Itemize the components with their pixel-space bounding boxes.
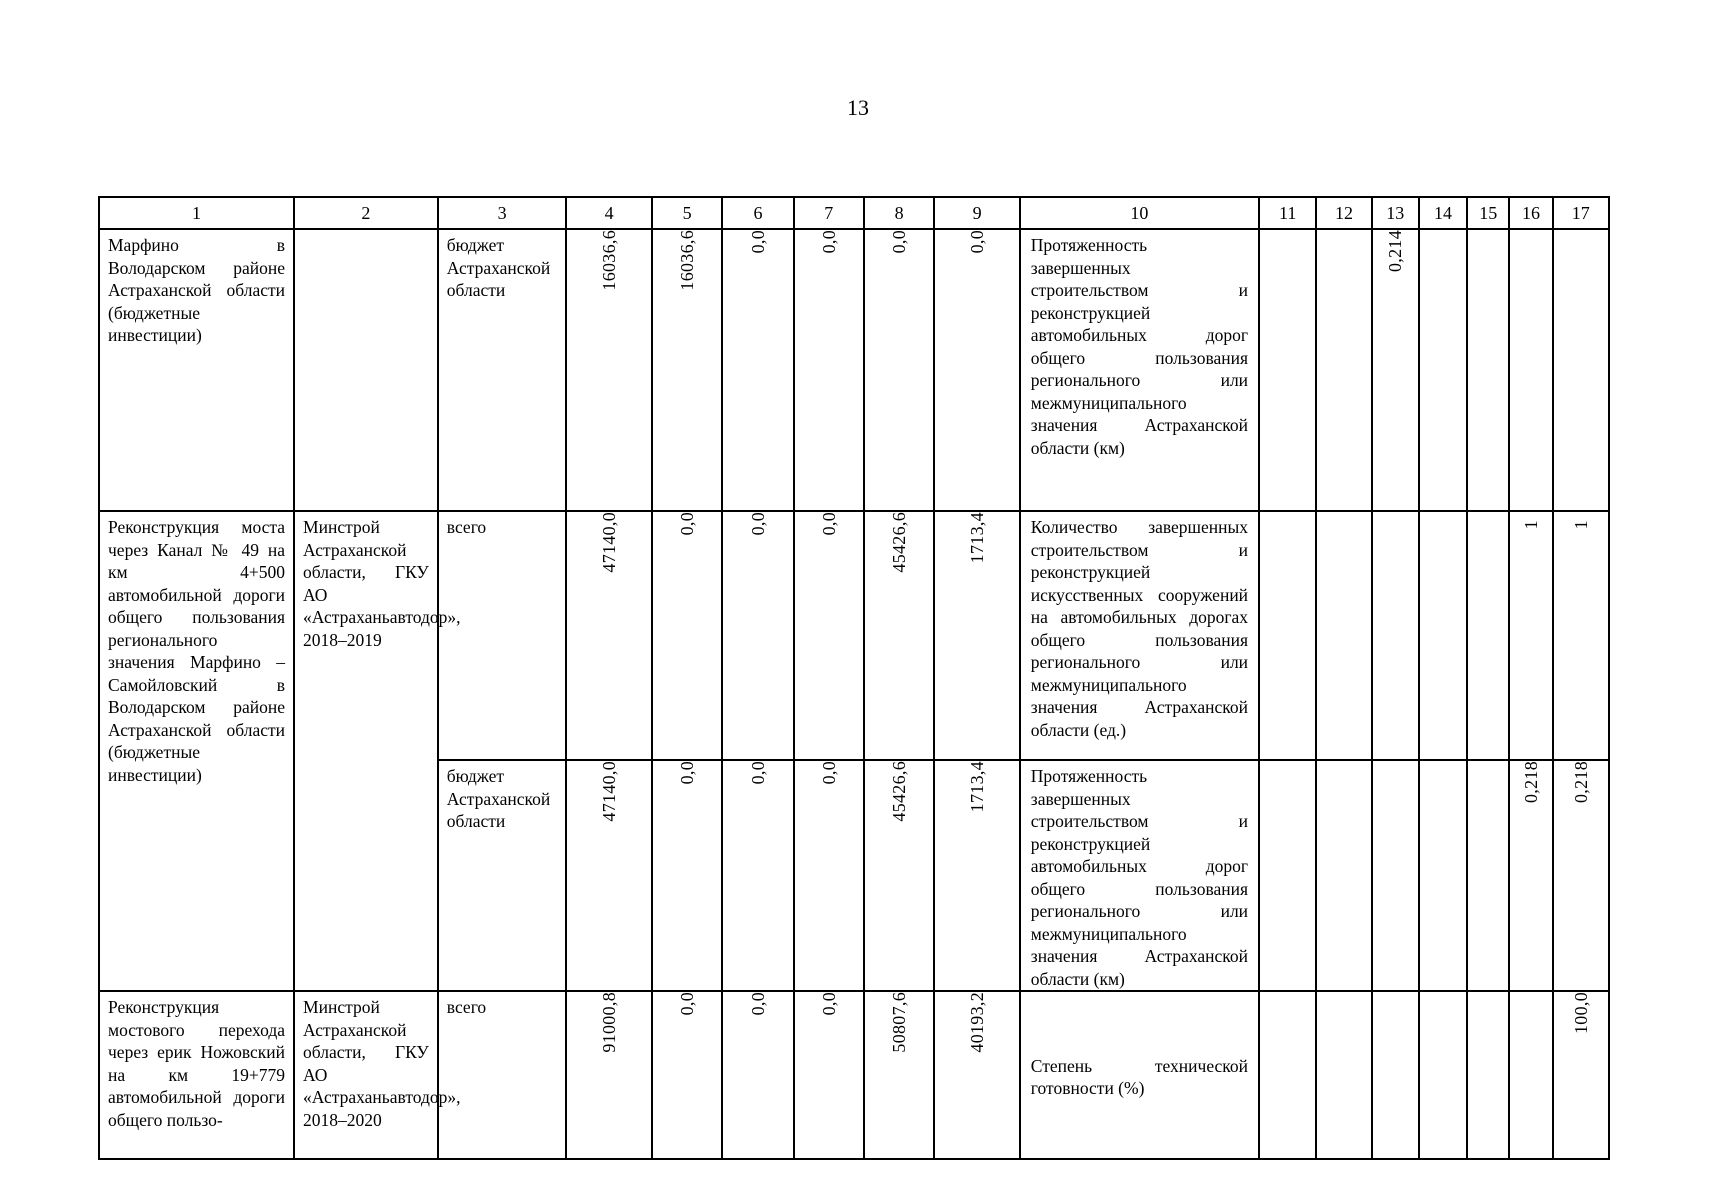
value: 0,0: [818, 230, 839, 254]
col-number: 7: [794, 197, 864, 229]
empty-cell: [1316, 760, 1371, 991]
value-cell: [794, 760, 864, 991]
empty-cell: [1419, 760, 1467, 991]
value: 47140,0: [598, 512, 619, 573]
value-cell: [864, 760, 934, 991]
value: 91000,8: [598, 992, 619, 1053]
value-cell: [722, 991, 793, 1159]
value-cell: [864, 991, 934, 1159]
executor-cell: [294, 229, 438, 511]
empty-cell: [1372, 511, 1419, 760]
value-cell: [934, 511, 1019, 760]
col-number: 4: [566, 197, 651, 229]
value-cell: [722, 511, 793, 760]
funding-source-cell: [438, 229, 567, 511]
value-cell: [566, 511, 651, 760]
empty-cell: [1316, 511, 1371, 760]
value-cell: [1553, 991, 1609, 1159]
value: 0,0: [888, 230, 909, 254]
value: 0,0: [676, 992, 697, 1016]
empty-cell: [1419, 229, 1467, 511]
value-cell: [1509, 511, 1552, 760]
object-name-cell: [99, 991, 294, 1159]
value: 0,0: [747, 992, 768, 1016]
value: 16036,6: [598, 230, 619, 291]
indicator-cell: [1020, 511, 1259, 760]
column-numbers-row: [99, 197, 1609, 229]
indicator-text: Протяженность завершенных строительством и реконструкцией автомобильных дорог общего пользования регионального или межмуниципального значения Астраханской области (км): [1030, 766, 1249, 989]
col-number: 3: [438, 197, 567, 229]
value-cell: [934, 760, 1019, 991]
value: 0,0: [676, 512, 697, 536]
value: 0,0: [747, 761, 768, 785]
value-cell: [794, 991, 864, 1159]
value-cell: [1509, 760, 1552, 991]
object-name-cell: [99, 229, 294, 511]
col-number: 9: [934, 197, 1019, 229]
value: 0,0: [747, 512, 768, 536]
col-number: 8: [864, 197, 934, 229]
value-cell: [864, 229, 934, 511]
funding-source: всего: [446, 517, 487, 537]
value-cell: [934, 229, 1019, 511]
funding-source: бюджет Астраханской области: [446, 766, 551, 831]
value: 0,214: [1385, 230, 1405, 272]
table-row: [99, 991, 1609, 1159]
value-cell: [566, 991, 651, 1159]
col-number: 17: [1553, 197, 1609, 229]
col-number: 2: [294, 197, 438, 229]
value: 45426,6: [888, 761, 909, 822]
object-name: Марфино в Володарском районе Астраханской области (бюджетные инвестиции): [108, 235, 286, 345]
col-number: 15: [1467, 197, 1509, 229]
empty-cell: [1467, 511, 1509, 760]
empty-cell: [1467, 991, 1509, 1159]
value-cell: [794, 229, 864, 511]
col-number: 1: [99, 197, 294, 229]
value: 0,0: [966, 230, 987, 254]
empty-cell: [1467, 760, 1509, 991]
value: 0,218: [1520, 761, 1541, 803]
program-table: [98, 196, 1610, 1160]
value: 1: [1520, 519, 1541, 529]
executor-cell: [294, 511, 461, 991]
empty-cell: [1316, 229, 1371, 511]
value-cell: [566, 229, 651, 511]
executor-text: Минстрой Астраханской области, ГКУ АО «Астраханьавтодор», 2018–2020: [303, 997, 461, 1130]
value: 1713,4: [966, 512, 987, 564]
value: 1713,4: [966, 761, 987, 813]
value-cell: [722, 229, 793, 511]
value-cell: [652, 229, 722, 511]
value-cell: [864, 511, 934, 760]
indicator-cell: [1020, 760, 1259, 991]
object-name: Реконструкция мостового перехода через ерик Ножовский на км 19+779 автомобильной дороги общего пользо-: [108, 997, 286, 1130]
value: 0,0: [818, 992, 839, 1016]
col-number: 5: [652, 197, 722, 229]
table-row: [99, 511, 1609, 760]
value: 0,0: [818, 761, 839, 785]
value-cell: [1553, 511, 1609, 760]
empty-cell: [1259, 760, 1316, 991]
indicator-text: Количество завершенных строительством и реконструкцией искусственных сооружений на автомобильных дорогах общего пользования регионального или межмуниципального значения Астраханской области (ед.): [1030, 517, 1249, 740]
value: 1: [1570, 519, 1591, 529]
value-cell: [652, 991, 722, 1159]
funding-source-cell: [438, 991, 567, 1159]
empty-cell: [1259, 229, 1316, 511]
empty-cell: [1467, 229, 1509, 511]
value-cell: [794, 511, 864, 760]
value: 16036,6: [676, 230, 697, 291]
empty-cell: [1316, 991, 1371, 1159]
col-number: 10: [1020, 197, 1259, 229]
value-cell: [934, 991, 1019, 1159]
value: 47140,0: [598, 761, 619, 822]
funding-source: всего: [446, 997, 487, 1017]
col-number: 12: [1316, 197, 1371, 229]
empty-cell: [1372, 760, 1419, 991]
col-number: 14: [1419, 197, 1467, 229]
empty-cell: [1259, 991, 1316, 1159]
col-number: 6: [722, 197, 793, 229]
value: 0,0: [818, 512, 839, 536]
funding-source: бюджет Астраханской области: [446, 235, 551, 300]
empty-cell: [1419, 991, 1467, 1159]
value: 50807,6: [888, 992, 909, 1053]
object-name-cell: [99, 511, 294, 991]
object-name: Реконструкция моста через Канал № 49 на км 4+500 автомобильной дороги общего пользования регионального значения Марфино – Самойловский в Володарском районе Астраханской области (бюджетные инвестиции): [108, 517, 286, 785]
empty-cell: [1509, 991, 1552, 1159]
empty-cell: [1259, 511, 1316, 760]
executor-text: Минстрой Астраханской области, ГКУ АО «Астраханьавтодор», 2018–2019: [303, 517, 461, 650]
table-row: [99, 229, 1609, 511]
empty-cell: [1372, 991, 1419, 1159]
value-cell: [566, 760, 651, 991]
value-cell: [722, 760, 793, 991]
col-number: 13: [1372, 197, 1419, 229]
value-cell: [652, 511, 722, 760]
indicator-cell: [1020, 229, 1259, 511]
col-number: 11: [1259, 197, 1316, 229]
indicator-cell: [1020, 991, 1259, 1159]
empty-cell: [1553, 229, 1609, 511]
value: 0,218: [1570, 761, 1591, 803]
indicator-text: Протяженность завершенных строительством и реконструкцией автомобильных дорог общего пользования регионального или межмуниципального значения Астраханской области (км): [1030, 235, 1249, 458]
funding-source-cell: [438, 760, 567, 991]
value: 40193,2: [966, 992, 987, 1053]
page-number: 13: [847, 95, 869, 120]
funding-source-cell: [438, 511, 567, 760]
empty-cell: [1419, 511, 1467, 760]
value: 100,0: [1570, 992, 1591, 1034]
value-cell: [1553, 760, 1609, 991]
indicator-text: Степень технической готовности (%): [1030, 1055, 1249, 1098]
value-cell: [1372, 229, 1419, 511]
col-number: 16: [1509, 197, 1552, 229]
empty-cell: [1509, 229, 1552, 511]
value: 45426,6: [888, 512, 909, 573]
value-cell: [652, 760, 722, 991]
value: 0,0: [676, 761, 697, 785]
executor-cell: [294, 991, 461, 1159]
value: 0,0: [747, 230, 768, 254]
